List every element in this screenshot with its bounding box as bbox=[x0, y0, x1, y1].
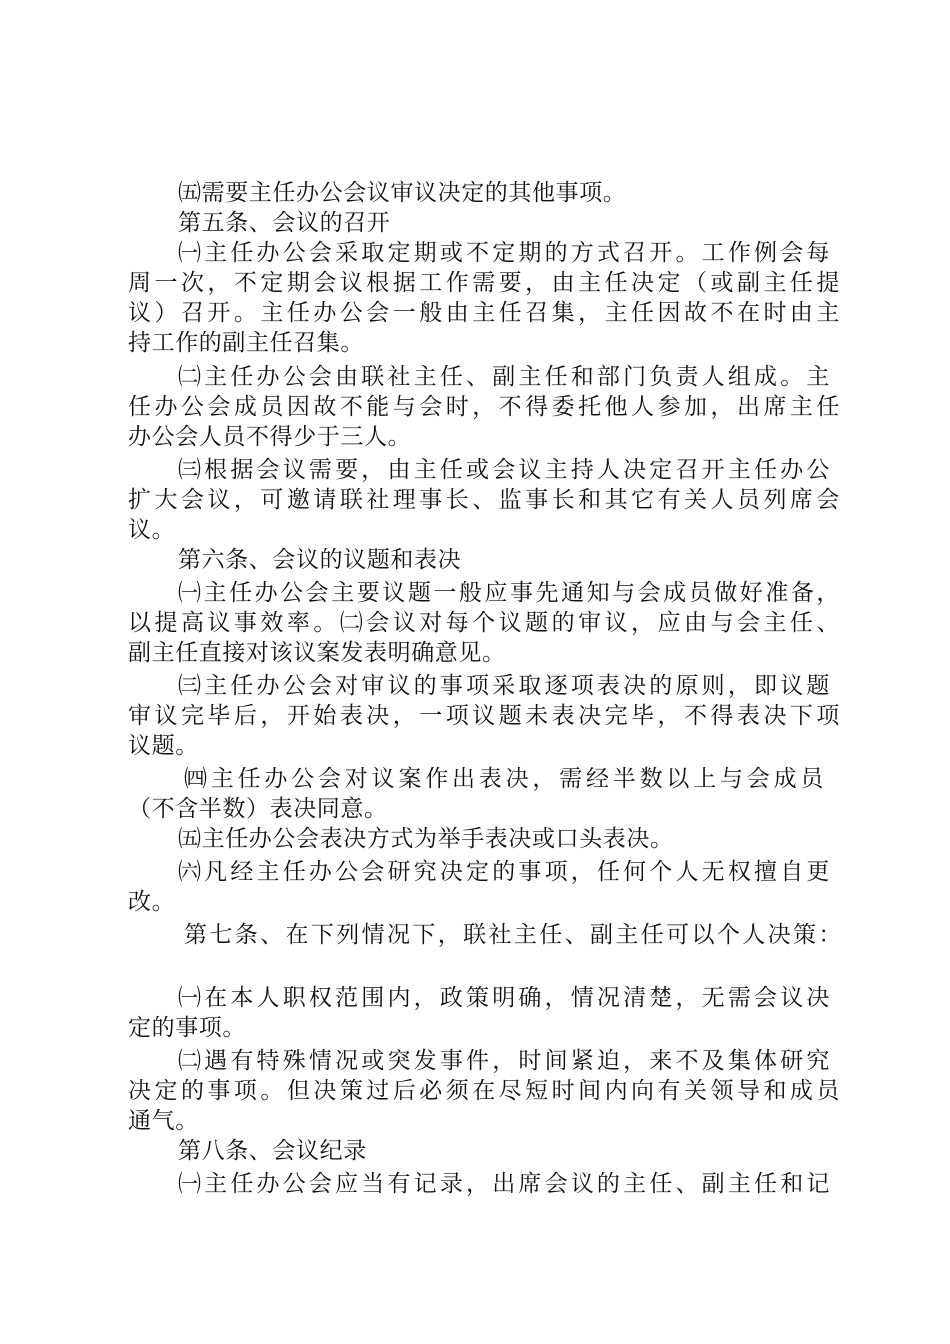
paragraph-line: 持工作的副主任召集。 bbox=[128, 330, 364, 356]
paragraph-line: ㈢主任办公会对审议的事项采取逐项表决的原则，即议题 bbox=[178, 673, 830, 699]
paragraph-line: 定的事项。 bbox=[128, 1015, 246, 1041]
paragraph-line: 改。 bbox=[128, 889, 176, 915]
paragraph-line: ㈣主任办公会对议案作出表决，需经半数以上与会成员 bbox=[184, 766, 824, 792]
paragraph-line: ㈢根据会议需要，由主任或会议主持人决定召开主任办公 bbox=[178, 457, 830, 483]
paragraph-line: ㈡主任办公会由联社主任、副主任和部门负责人组成。主 bbox=[178, 364, 830, 390]
paragraph-line: ㈥凡经主任办公会研究决定的事项，任何个人无权擅自更 bbox=[178, 859, 830, 885]
paragraph-line: ㈡遇有特殊情况或突发事件，时间紧迫，来不及集体研究 bbox=[178, 1048, 830, 1074]
paragraph-line: 任办公会成员因故不能与会时，不得委托他人参加，出席主任 bbox=[128, 394, 840, 420]
section-heading: 第五条、会议的召开 bbox=[178, 210, 391, 236]
paragraph-line: ㈠主任办公会采取定期或不定期的方式召开。工作例会每 bbox=[178, 240, 830, 266]
section-heading: 第七条、在下列情况下，联社主任、副主任可以个人决策： bbox=[184, 922, 842, 948]
paragraph-line: 扩大会议，可邀请联社理事长、监事长和其它有关人员列席会 bbox=[128, 487, 840, 513]
section-heading: 第八条、会议纪录 bbox=[178, 1138, 367, 1164]
paragraph-line: 办公会人员不得少于三人。 bbox=[128, 424, 412, 450]
section-heading: 第六条、会议的议题和表决 bbox=[178, 547, 462, 573]
paragraph-line: 副主任直接对该议案发表明确意见。 bbox=[128, 640, 506, 666]
paragraph-line: 以提高议事效率。㈡会议对每个议题的审议，应由与会主任、 bbox=[128, 610, 840, 636]
paragraph-line: 周一次，不定期会议根据工作需要，由主任决定（或副主任提 bbox=[128, 270, 840, 296]
paragraph-line: ㈠主任办公会应当有记录，出席会议的主任、副主任和记 bbox=[178, 1171, 830, 1197]
paragraph-line: 通气。 bbox=[128, 1108, 199, 1134]
paragraph-line: （不含半数）表决同意。 bbox=[128, 796, 388, 822]
paragraph-line: 议。 bbox=[128, 517, 176, 543]
paragraph-line: ㈠主任办公会主要议题一般应事先通知与会成员做好准备， bbox=[178, 580, 840, 606]
paragraph-line: ㈠在本人职权范围内，政策明确，情况清楚，无需会议决 bbox=[178, 985, 830, 1011]
paragraph-line: ㈤主任办公会表决方式为举手表决或口头表决。 bbox=[178, 826, 674, 852]
paragraph-line: ㈤需要主任办公会议审议决定的其他事项。 bbox=[178, 180, 627, 206]
paragraph-line: 议题。 bbox=[128, 733, 199, 759]
paragraph-line: 审议完毕后，开始表决，一项议题未表决完毕，不得表决下项 bbox=[128, 703, 840, 729]
paragraph-line: 议）召开。主任办公会一般由主任召集，主任因故不在时由主 bbox=[128, 300, 840, 326]
paragraph-line: 决定的事项。但决策过后必须在尽短时间内向有关领导和成员 bbox=[128, 1078, 840, 1104]
